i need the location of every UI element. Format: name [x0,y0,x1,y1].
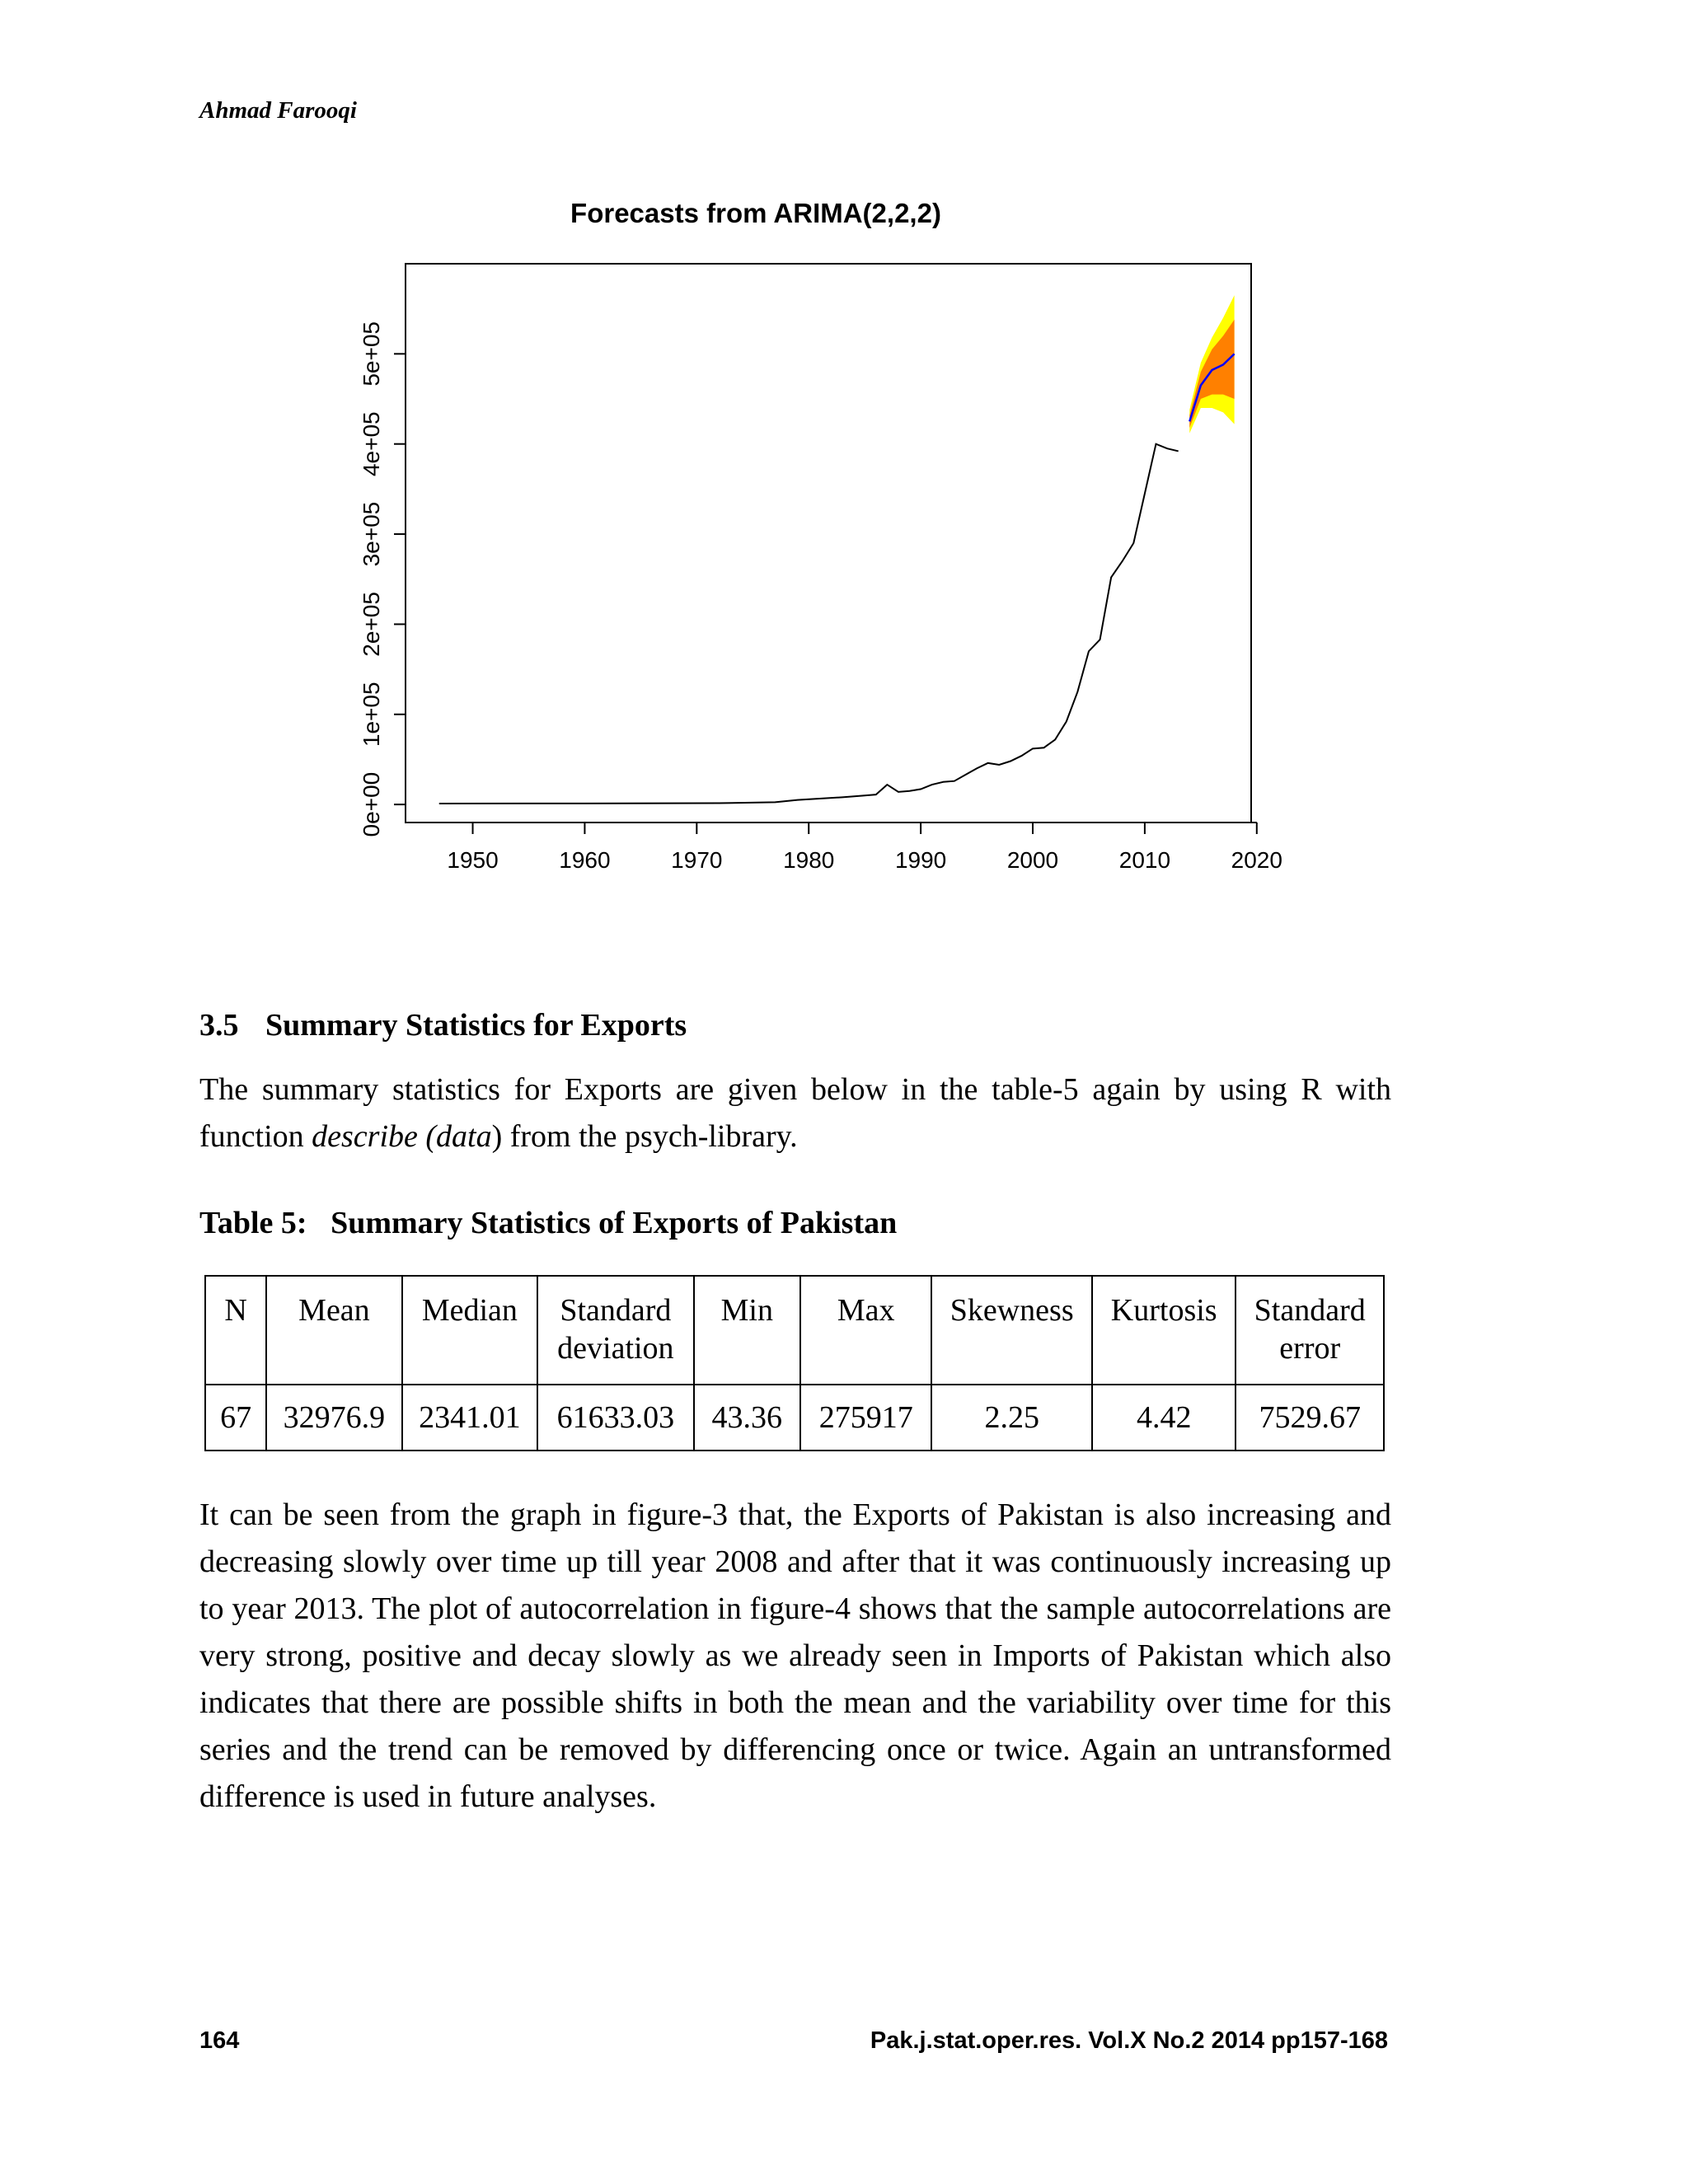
chart-title: Forecasts from ARIMA(2,2,2) [570,198,941,228]
section-heading [199,1007,687,1043]
summary-statistics-table [204,1275,1385,1451]
x-tick-label: 2000 [1006,847,1059,873]
x-tick-label: 2020 [1231,847,1282,873]
y-tick-label: 2e+05 [359,592,384,657]
value-cell-mean: 32976.9 [266,1385,401,1451]
section-number: 3.5 [199,1008,239,1043]
header-cell-standard-deviation: Standard deviation [537,1276,694,1385]
arima-forecast-chart [330,181,1302,907]
value-cell-min: 43.36 [694,1385,800,1451]
value-cell-skewness: 2.25 [931,1385,1092,1451]
intro-text-1: The summary statistics for Exports are given below in the table-5 again by using R with function [199,1072,1391,1154]
section-intro-paragraph [199,1066,1391,1160]
header-cell-standard-error: Standard error [1236,1276,1384,1385]
value-cell-kurtosis: 4.42 [1092,1385,1236,1451]
intro-text-2: ) from the psych-library. [491,1119,798,1154]
y-tick-label: 3e+05 [359,501,384,567]
header-cell-min: Min [694,1276,800,1385]
running-head-author: Ahmad Farooqi [199,97,357,124]
table-header-row [205,1276,1384,1385]
value-cell-median: 2341.01 [402,1385,537,1451]
header-cell-mean: Mean [266,1276,401,1385]
journal-citation: Pak.j.stat.oper.res. Vol.X No.2 2014 pp157-168 [870,2027,1388,2054]
x-tick-label: 2010 [1118,847,1171,873]
value-cell-n: 67 [205,1385,266,1451]
x-tick-label: 1970 [671,847,723,873]
header-cell-max: Max [800,1276,931,1385]
table-caption-title: Summary Statistics of Exports of Pakistan [331,1206,898,1240]
header-cell-median: Median [402,1276,537,1385]
y-tick-label: 4e+05 [359,411,384,477]
value-cell-standard-deviation: 61633.03 [537,1385,694,1451]
value-cell-standard-error: 7529.67 [1236,1385,1384,1451]
page-number: 164 [199,2027,240,2054]
intro-italic-function: describe (data [312,1119,492,1154]
x-tick-label: 1980 [783,847,835,873]
table-caption [199,1205,897,1241]
y-tick-label: 0e+00 [359,771,384,837]
y-tick-label: 1e+05 [359,682,384,748]
x-tick-label: 1960 [559,847,611,873]
table-row [205,1385,1384,1451]
x-tick-label: 1990 [894,847,947,873]
series-line-exports [439,444,1179,804]
header-cell-skewness: Skewness [931,1276,1092,1385]
header-cell-n: N [205,1276,266,1385]
header-cell-kurtosis: Kurtosis [1092,1276,1236,1385]
x-tick-label: 1950 [447,847,499,873]
value-cell-max: 275917 [800,1385,931,1451]
discussion-paragraph: It can be seen from the graph in figure-3 that, the Exports of Pakistan is also increasing and decreasing slowly over time up till year 2008 and after that it was continuously increasing up to year 2013. The plot of autocorrelation in figure-4 shows that the sample autocorrelations are very strong, positive and decay slowly as we already seen in Imports of Pakistan which also indicates that there are possible shifts in both the mean and the variability over time for this series and the trend can be removed by differencing once or twice. Again an untransformed difference is used in future analyses. [199,1497,1391,1814]
plot-frame [406,264,1251,823]
table-caption-label: Table 5: [199,1206,307,1240]
y-tick-label: 5e+05 [359,321,384,387]
section-title: Summary Statistics for Exports [265,1008,687,1043]
